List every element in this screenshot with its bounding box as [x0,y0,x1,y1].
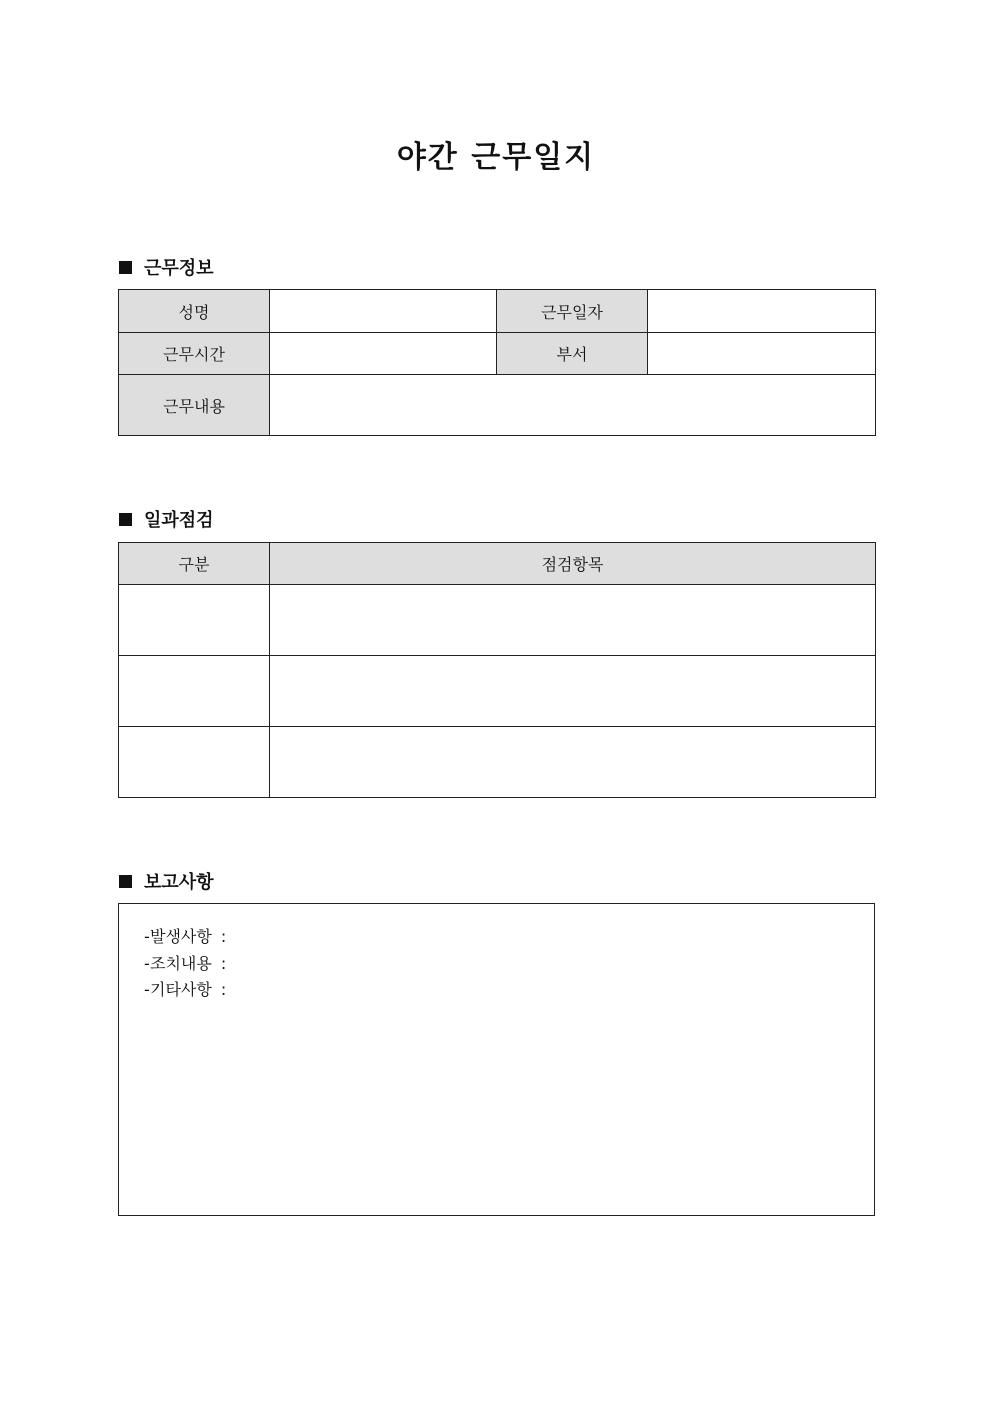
table-row [119,656,876,727]
work-date-field[interactable] [648,290,876,333]
report-lines [144,924,226,1004]
column-header-check-item: 점검항목 [270,543,876,585]
table-row [119,333,876,375]
section-heading-report [119,868,214,894]
line-prefix: - [144,980,150,999]
category-cell[interactable] [119,585,270,656]
name-label: 성명 [119,290,270,333]
table-header-row [119,543,876,585]
line-colon: : [220,927,227,946]
report-line-action [144,951,226,978]
table-row [119,290,876,333]
table-row [119,375,876,436]
line-label: 조치내용 [150,953,212,973]
table-row [119,585,876,656]
line-label: 발생사항 [150,927,212,946]
black-square-icon [119,261,132,274]
section-heading-daily-check [119,506,214,532]
report-box[interactable] [118,903,875,1216]
document-title: 야간 근무일지 [396,140,596,175]
section-heading-label: 보고사항 [144,872,214,893]
work-hours-label: 근무시간 [119,333,270,375]
report-line-incident [144,924,226,951]
column-header-category: 구분 [119,543,270,585]
daily-check-table [118,542,876,798]
table-row [119,727,876,798]
category-cell[interactable] [119,656,270,727]
category-cell[interactable] [119,727,270,798]
line-colon: : [220,953,227,973]
work-content-field[interactable] [270,375,876,436]
work-info-table [118,289,876,436]
report-line-other [144,977,226,1004]
line-prefix: - [144,927,150,946]
black-square-icon [119,513,132,526]
line-prefix: - [144,953,150,973]
work-hours-field[interactable] [270,333,497,375]
line-label: 기타사항 [150,980,212,999]
department-label: 부서 [497,333,648,375]
check-item-cell[interactable] [270,656,876,727]
work-content-label: 근무내용 [119,375,270,436]
name-field[interactable] [270,290,497,333]
check-item-cell[interactable] [270,727,876,798]
check-item-cell[interactable] [270,585,876,656]
line-colon: : [220,980,227,999]
work-date-label: 근무일자 [497,290,648,333]
black-square-icon [119,875,132,888]
section-heading-work-info [119,254,214,280]
department-field[interactable] [648,333,876,375]
section-heading-label: 근무정보 [144,258,214,279]
section-heading-label: 일과점검 [144,510,214,531]
